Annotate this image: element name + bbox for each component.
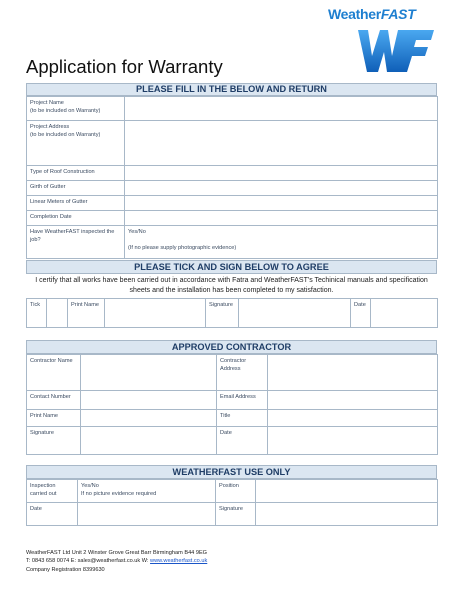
contractor-date-label: Date bbox=[217, 427, 268, 455]
print-name-field[interactable] bbox=[105, 299, 206, 328]
contractor-print-name-field[interactable] bbox=[81, 410, 217, 427]
table-row bbox=[27, 391, 438, 410]
agreement-table bbox=[26, 298, 438, 328]
signature-field[interactable] bbox=[239, 299, 351, 328]
print-name-label: Print Name bbox=[68, 299, 105, 328]
weatherfast-use-table bbox=[26, 479, 438, 526]
inspection-label: Inspection carried out bbox=[27, 480, 78, 503]
table-row bbox=[27, 427, 438, 455]
footer-contact: T: 0843 658 0074 E: sales@weatherfast.co.uk W: www.weatherfast.co.uk bbox=[26, 558, 208, 565]
inspected-field[interactable]: Yes/No (If no please supply photographic evidence) bbox=[125, 226, 438, 259]
girth-of-gutter-field[interactable] bbox=[125, 181, 438, 196]
project-details-table bbox=[26, 96, 438, 259]
section-header-fill-in: PLEASE FILL IN THE BELOW AND RETURN bbox=[26, 83, 437, 96]
wf-date-field[interactable] bbox=[78, 503, 216, 526]
section-header-tick-sign: PLEASE TICK AND SIGN BELOW TO AGREE bbox=[26, 260, 437, 274]
completion-date-field[interactable] bbox=[125, 211, 438, 226]
footer bbox=[26, 549, 207, 574]
table-row bbox=[27, 97, 438, 121]
table-row bbox=[27, 211, 438, 226]
date-field[interactable] bbox=[371, 299, 438, 328]
logo-text-weather: Weather bbox=[328, 6, 381, 22]
linear-meters-label: Linear Meters of Gutter bbox=[27, 196, 125, 211]
linear-meters-field[interactable] bbox=[125, 196, 438, 211]
table-row bbox=[27, 355, 438, 391]
roof-construction-field[interactable] bbox=[125, 166, 438, 181]
project-name-label: Project Name (to be included on Warranty) bbox=[27, 97, 125, 121]
contractor-signature-field[interactable] bbox=[81, 427, 217, 455]
girth-of-gutter-label: Girth of Gutter bbox=[27, 181, 125, 196]
logo-text-fast: FAST bbox=[380, 6, 416, 22]
table-row bbox=[27, 166, 438, 181]
logo-wordmark bbox=[328, 6, 440, 22]
footer-address: WeatherFAST Ltd Unit 2 Winster Grove Great Barr Birmingham B44 9EG bbox=[26, 550, 208, 556]
contractor-name-label: Contractor Name bbox=[27, 355, 81, 391]
contractor-print-name-label: Print Name bbox=[27, 410, 81, 427]
table-row bbox=[27, 196, 438, 211]
position-label: Position bbox=[216, 480, 256, 503]
contractor-address-field[interactable] bbox=[268, 355, 438, 391]
email-address-field[interactable] bbox=[268, 391, 438, 410]
contractor-name-field[interactable] bbox=[81, 355, 217, 391]
contractor-signature-label: Signature bbox=[27, 427, 81, 455]
project-name-field[interactable] bbox=[125, 97, 438, 121]
website-link[interactable]: www.weatherfast.co.uk bbox=[150, 558, 208, 565]
page-title: Application for Warranty bbox=[26, 56, 223, 77]
project-address-field[interactable] bbox=[125, 121, 438, 166]
wf-signature-field[interactable] bbox=[256, 503, 438, 526]
wf-logo-icon bbox=[356, 26, 436, 76]
contractor-title-label: Title bbox=[217, 410, 268, 427]
inspected-label: Have WeatherFAST inspected the job? bbox=[27, 226, 125, 259]
date-label: Date bbox=[351, 299, 371, 328]
tick-box[interactable] bbox=[47, 299, 68, 328]
inspection-field[interactable]: Yes/No If no picture evidence required bbox=[78, 480, 216, 503]
email-address-label: Email Address bbox=[217, 391, 268, 410]
contractor-table bbox=[26, 354, 438, 455]
project-address-label: Project Address (to be included on Warranty) bbox=[27, 121, 125, 166]
contractor-date-field[interactable] bbox=[268, 427, 438, 455]
completion-date-label: Completion Date bbox=[27, 211, 125, 226]
table-row bbox=[27, 299, 438, 328]
contractor-address-label: Contractor Address bbox=[217, 355, 268, 391]
signature-label: Signature bbox=[206, 299, 239, 328]
tick-label: Tick bbox=[27, 299, 47, 328]
wf-signature-label: Signature bbox=[216, 503, 256, 526]
wf-date-label: Date bbox=[27, 503, 78, 526]
table-row bbox=[27, 181, 438, 196]
roof-construction-label: Type of Roof Construction bbox=[27, 166, 125, 181]
table-row bbox=[27, 121, 438, 166]
section-header-approved-contractor: APPROVED CONTRACTOR bbox=[26, 340, 437, 354]
table-row bbox=[27, 480, 438, 503]
table-row bbox=[27, 503, 438, 526]
contractor-title-field[interactable] bbox=[268, 410, 438, 427]
table-row bbox=[27, 226, 438, 259]
footer-registration: Company Registration 8399630 bbox=[26, 566, 105, 573]
section-header-weatherfast-use: WEATHERFAST USE ONLY bbox=[26, 465, 437, 479]
weatherfast-logo bbox=[328, 6, 440, 76]
contact-number-label: Contact Number bbox=[27, 391, 81, 410]
certification-statement: I certify that all works have been carried out in accordance with Fatra and WeatherFAST's Techinical manuals and specification sheets and the installation has been completed to my satisfaction. bbox=[35, 277, 428, 294]
position-field[interactable] bbox=[256, 480, 438, 503]
table-row bbox=[27, 410, 438, 427]
contact-number-field[interactable] bbox=[81, 391, 217, 410]
